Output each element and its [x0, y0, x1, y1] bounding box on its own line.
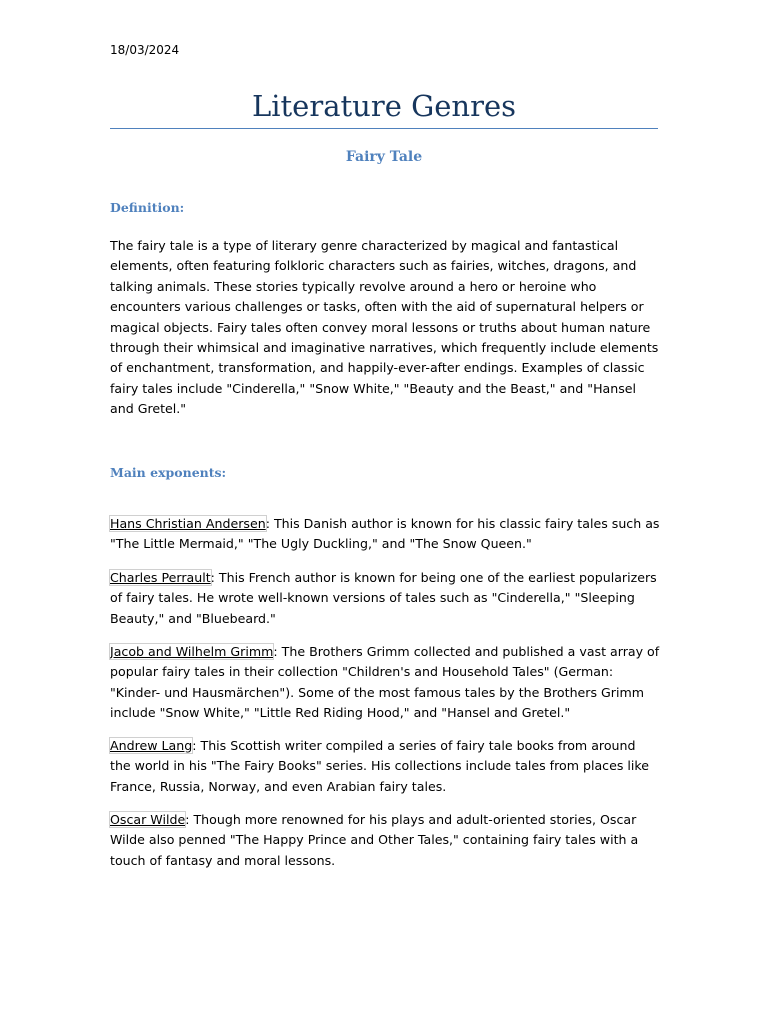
author-link[interactable]: Andrew Lang [110, 738, 193, 753]
definition-paragraph: The fairy tale is a type of literary genre characterized by magical and fantastical elements, often featuring folkloric characters such as fairies, witches, dragons, and talking animals. These stories typically revolve around a hero or heroine who encounters various challenges or tasks, often with the aid of supernatural helpers or magical objects. Fairy tales often convey moral lessons or truths about human nature through their whimsical and imaginative narratives, which frequently include elements of enchantment, transformation, and happily-ever-after endings. Examples of classic fairy tales include "Cinderella," "Snow White," "Beauty and the Beast," and "Hansel and Gretel." [110, 238, 659, 417]
author-link[interactable]: Hans Christian Andersen [110, 516, 266, 531]
exponent-description: : The Brothers Grimm collected and published a vast array of popular fairy tales in their collection "Children's and Household Tales" (German: "Kinder- und Hausmärchen"). Some of the most famous tales by the Brothers Grimm include "Snow White," "Little Red Riding Hood," and "Hansel and Gretel." [110, 644, 660, 721]
author-link[interactable]: Jacob and Wilhelm Grimm [110, 644, 274, 659]
document-date: 18/03/2024 [110, 43, 180, 57]
genre-subtitle: Fairy Tale [345, 149, 423, 165]
definition-heading: Definition: [110, 200, 185, 215]
exponent-item [110, 568, 660, 629]
exponent-item [110, 736, 660, 797]
page-title: Literature Genres [252, 89, 516, 123]
exponents-heading: Main exponents: [110, 465, 227, 480]
exponent-item [110, 810, 660, 871]
author-link[interactable]: Charles Perrault [110, 570, 211, 585]
exponent-item [110, 514, 660, 555]
author-link[interactable]: Oscar Wilde [110, 812, 186, 827]
exponent-description: : This Scottish writer compiled a series of fairy tale books from around the world in his "The Fairy Books" series. His collections include tales from places like France, Russia, Norway, and even Arabian fairy tales. [110, 738, 650, 794]
exponent-description: : This French author is known for being one of the earliest popularizers of fairy tales. He wrote well-known versions of tales such as "Cinderella," "Sleeping Beauty," and "Bluebeard." [110, 570, 657, 626]
exponent-description: : Though more renowned for his plays and adult-oriented stories, Oscar Wilde also penned "The Happy Prince and Other Tales," containing fairy tales with a touch of fantasy and moral lessons. [110, 812, 639, 868]
exponent-item [110, 642, 660, 724]
title-divider [110, 128, 658, 129]
exponent-description: : This Danish author is known for his classic fairy tales such as "The Little Mermaid," "The Ugly Duckling," and "The Snow Queen." [110, 516, 660, 552]
